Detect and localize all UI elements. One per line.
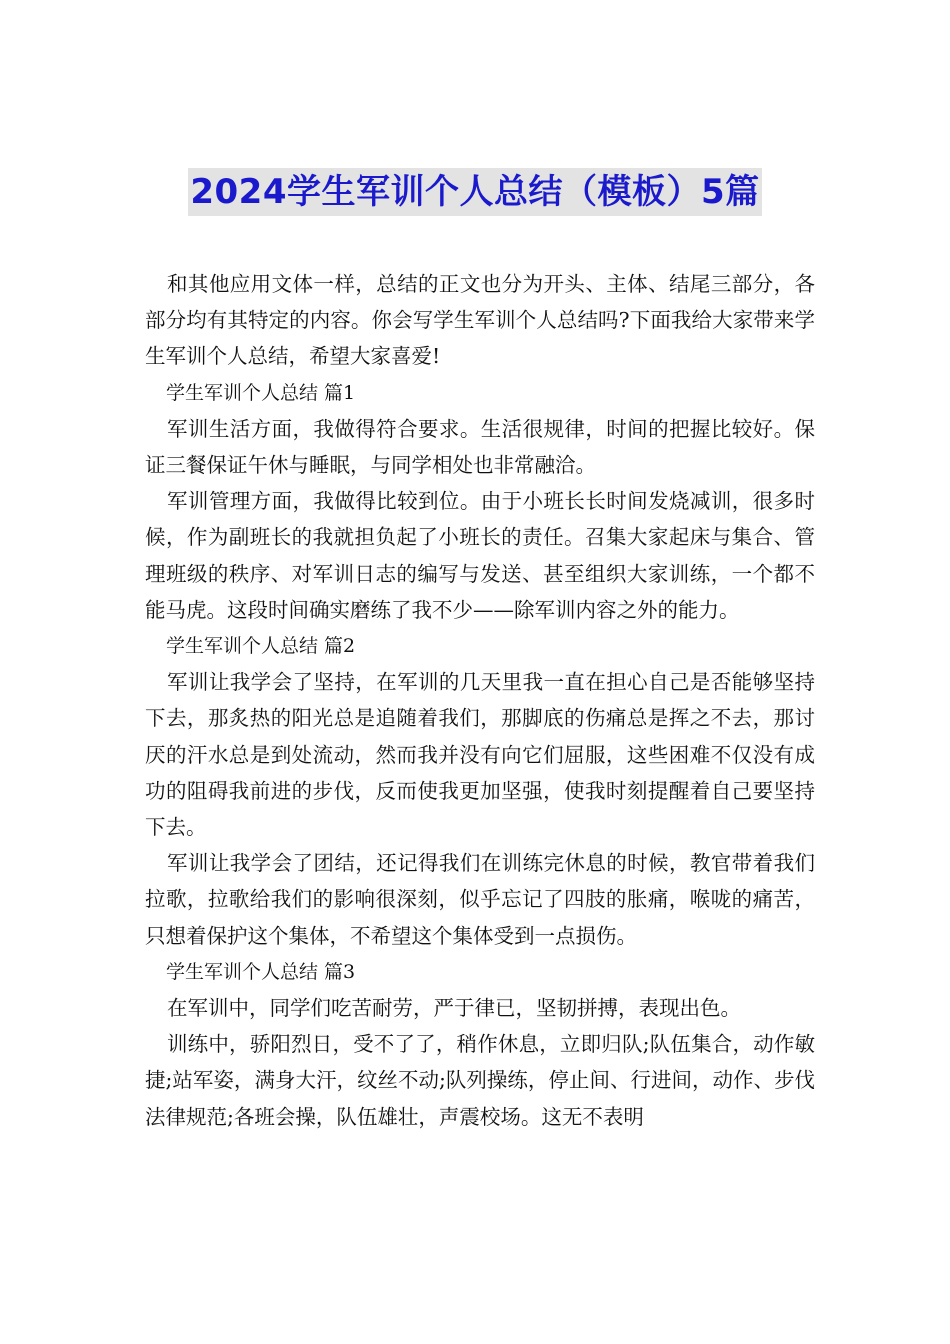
- paragraph: 军训让我学会了团结，还记得我们在训练完休息的时候，教官带着我们拉歌，拉歌给我们的影响很深刻，似乎忘记了四肢的胀痛，喉咙的痛苦，只想着保护这个集体，不希望这个集体受到一点损伤。: [145, 851, 815, 948]
- paragraph: 训练中，骄阳烈日，受不了了，稍作休息，立即归队;队伍集合，动作敏捷;站军姿，满身大汗，纹丝不动;队列操练，停止间、行进间，动作、步伐法律规范;各班会操，队伍雄壮，声震校场。这无不表明: [145, 1032, 815, 1129]
- paragraph: 军训管理方面，我做得比较到位。由于小班长长时间发烧减训，很多时候，作为副班长的我就担负起了小班长的责任。召集大家起床与集合、管理班级的秩序、对军训日志的编写与发送、甚至组织大家训练，一个都不能马虎。这段时间确实磨练了我不少——除军训内容之外的能力。: [145, 489, 815, 622]
- section-heading-1: 学生军训个人总结 篇1: [166, 381, 356, 404]
- document-body: [145, 266, 815, 1135]
- section-heading-2: 学生军训个人总结 篇2: [166, 635, 356, 658]
- paragraph: 在军训中，同学们吃苦耐劳，严于律已，坚韧拼搏，表现出色。: [167, 996, 741, 1021]
- document-title: 2024学生军训个人总结（模板）5篇: [188, 168, 761, 216]
- paragraph-intro: 和其他应用文体一样，总结的正文也分为开头、主体、结尾三部分，各部分均有其特定的内容。你会写学生军训个人总结吗?下面我给大家带来学生军训个人总结，希望大家喜爱!: [145, 272, 815, 369]
- paragraph: 军训让我学会了坚持，在军训的几天里我一直在担心自己是否能够坚持下去，那炙热的阳光总是追随着我们，那脚底的伤痛总是挥之不去，那讨厌的汗水总是到处流动，然而我并没有向它们屈服，这些困难不仅没有成功的阻碍我前进的步伐，反而使我更加坚强，使我时刻提醒着自己要坚持下去。: [145, 670, 815, 840]
- section-heading-3: 学生军训个人总结 篇3: [166, 960, 356, 983]
- paragraph: 军训生活方面，我做得符合要求。生活很规律，时间的把握比较好。保证三餐保证午休与睡眠，与同学相处也非常融洽。: [145, 416, 815, 478]
- title-wrap: [0, 168, 950, 216]
